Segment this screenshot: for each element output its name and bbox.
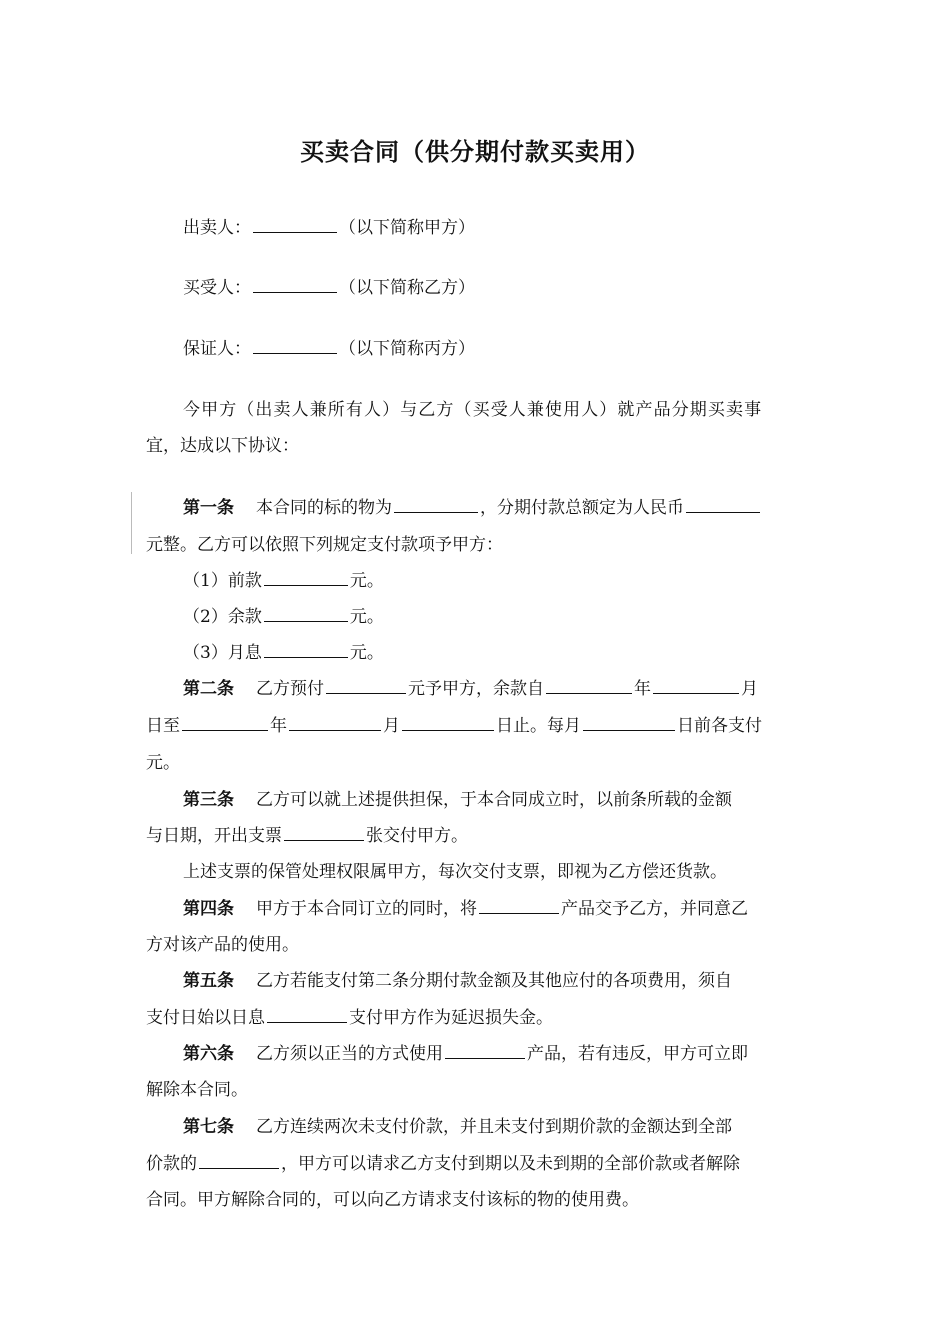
article-2-line-2 (146, 714, 762, 738)
article-2-year: 年 (634, 679, 651, 699)
article-4-line-1 (183, 897, 748, 921)
article-5-l2a: 支付日始以日息 (146, 1008, 265, 1028)
article-1-text-2: ，分期付款总额定为人民币 (480, 498, 684, 518)
article-7-line-3: 合同。甲方解除合同的，可以向乙方请求支付该标的物的使用费。 (146, 1190, 639, 1210)
article-6-text-1: 乙方须以正当的方式使用 (256, 1044, 443, 1064)
article-1-item-1 (183, 569, 384, 593)
article-2-month: 月 (741, 679, 758, 699)
buyer-label: 买受人： (183, 278, 251, 298)
article-3-line-2 (146, 824, 468, 848)
article-5-l2b: 支付甲方作为延迟损失金。 (349, 1008, 553, 1028)
article-6-heading: 第六条 (183, 1044, 234, 1064)
product-blank (479, 897, 559, 914)
article-5-line-2 (146, 1006, 553, 1030)
article-5-heading: 第五条 (183, 971, 234, 991)
article-6-text-2: 产品，若有违反，甲方可立即 (527, 1044, 748, 1064)
cheque-count-blank (284, 824, 364, 841)
prepayment-blank (326, 677, 406, 694)
article-2-text-2: 元予甲方，余款自 (408, 679, 544, 699)
monthly-due-day-blank (583, 714, 675, 731)
monthly-interest-blank (264, 641, 348, 658)
preamble-line-2: 宜，达成以下协议： (146, 436, 299, 456)
article-3-heading: 第三条 (183, 790, 234, 810)
article-3-l2a: 与日期，开出支票 (146, 826, 282, 846)
article-3-line-1 (183, 788, 732, 812)
balance-blank (264, 605, 348, 622)
seller-label: 出卖人： (183, 218, 251, 238)
article-1-text-1: 本合同的标的物为 (256, 498, 392, 518)
total-amount-blank (686, 496, 760, 513)
guarantor-blank (253, 337, 337, 354)
article-2-heading: 第二条 (183, 679, 234, 699)
article-3-l2b: 张交付甲方。 (366, 826, 468, 846)
article-7-l2a: 价款的 (146, 1154, 197, 1174)
article-2-text-1: 乙方预付 (256, 679, 324, 699)
article-4-text-2: 产品交予乙方，并同意乙 (561, 899, 748, 919)
buyer-note: （以下简称乙方） (339, 278, 475, 298)
article-2-line-1 (183, 677, 758, 701)
buyer-blank (253, 276, 337, 293)
article-4-heading: 第四条 (183, 899, 234, 919)
end-month-blank (289, 714, 381, 731)
article-7-line-1 (183, 1115, 732, 1139)
end-day-blank (402, 714, 494, 731)
article-6-line-2: 解除本合同。 (146, 1080, 248, 1100)
buyer-line (183, 276, 475, 300)
item-2-unit: 元。 (349, 607, 384, 627)
overdue-ratio-blank (199, 1152, 279, 1169)
article-1-line-2: 元整。乙方可以依照下列规定支付款项予甲方： (146, 535, 503, 555)
article-1-item-3 (183, 641, 384, 665)
article-2-l2e: 日前各支付 (677, 716, 762, 736)
article-4-text-1: 甲方于本合同订立的同时，将 (256, 899, 477, 919)
article-4-line-2: 方对该产品的使用。 (146, 935, 299, 955)
article-7-line-2 (146, 1152, 740, 1176)
article-7-heading: 第七条 (183, 1117, 234, 1137)
margin-change-bar (131, 492, 132, 554)
preamble-line-1: 今甲方（出卖人兼所有人）与乙方（买受人兼使用人）就产品分期买卖事 (183, 400, 763, 420)
article-2-line-3: 元。 (146, 753, 180, 773)
article-2-l2b: 年 (270, 716, 287, 736)
start-year-blank (546, 677, 632, 694)
guarantor-label: 保证人： (183, 339, 251, 359)
item-1-unit: 元。 (349, 571, 384, 591)
item-3-label: （3）月息 (183, 643, 262, 663)
article-3-text-1: 乙方可以就上述提供担保，于本合同成立时，以前条所载的金额 (256, 790, 732, 810)
item-2-label: （2）余款 (183, 607, 262, 627)
item-1-label: （1）前款 (183, 571, 262, 591)
article-1-heading: 第一条 (183, 498, 234, 518)
end-year-blank (182, 714, 268, 731)
article-2-l2d: 日止。每月 (496, 716, 581, 736)
article-2-l2a: 日至 (146, 716, 180, 736)
article-6-line-1 (183, 1042, 748, 1066)
subject-matter-blank (394, 496, 478, 513)
guarantor-note: （以下简称丙方） (339, 339, 475, 359)
document-title: 买卖合同（供分期付款买卖用） (300, 137, 650, 166)
guarantor-line (183, 337, 475, 361)
article-1-line-1 (183, 496, 762, 520)
seller-note: （以下简称甲方） (339, 218, 475, 238)
daily-interest-blank (267, 1006, 347, 1023)
seller-line (183, 216, 475, 240)
article-1-item-2 (183, 605, 384, 629)
usage-product-blank (445, 1042, 525, 1059)
article-5-text-1: 乙方若能支付第二条分期付款金额及其他应付的各项费用，须自 (256, 971, 732, 991)
seller-blank (253, 216, 337, 233)
item-3-unit: 元。 (349, 643, 384, 663)
article-2-l2c: 月 (383, 716, 400, 736)
article-7-l2b: ，甲方可以请求乙方支付到期以及未到期的全部价款或者解除 (281, 1154, 740, 1174)
start-month-blank (653, 677, 739, 694)
down-payment-blank (264, 569, 348, 586)
article-5-line-1 (183, 969, 732, 993)
article-7-text-1: 乙方连续两次未支付价款，并且未支付到期价款的金额达到全部 (256, 1117, 732, 1137)
article-3-paragraph-2: 上述支票的保管处理权限属甲方，每次交付支票，即视为乙方偿还货款。 (183, 862, 727, 882)
